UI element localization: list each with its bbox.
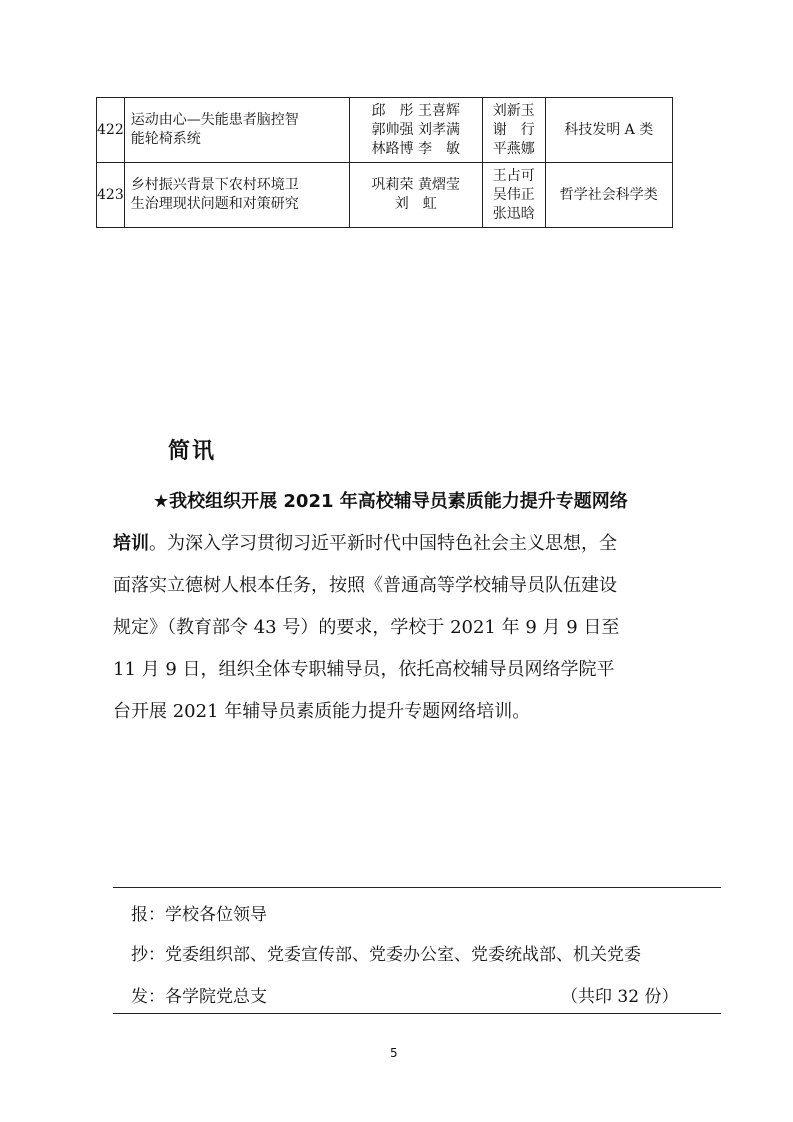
author-line: 林路博 李 敏 [371, 140, 460, 157]
project-category: 哲学社会科学类 [545, 163, 672, 228]
news-headline: ★我校组织开展 2021 年高校辅导员素质能力提升专题网络 [153, 491, 628, 512]
news-body-text: 。为深入学习贯彻习近平新时代中国特色社会主义思想，全 [149, 533, 617, 554]
news-line [113, 523, 688, 565]
news-line: 面落实立德树人根本任务，按照《普通高等学校辅导员队伍建设 [113, 575, 617, 596]
advisor-line: 刘新玉 [492, 102, 535, 119]
author-line: 巩莉荣 黄熠莹 [371, 177, 460, 193]
advisor-line: 谢 行 [492, 121, 535, 138]
author-line: 邱 彤 王喜辉 [371, 102, 460, 119]
project-advisors [482, 163, 545, 228]
divider-top [113, 887, 721, 888]
title-line: 生治理现状问题和对策研究 [130, 196, 299, 212]
advisor-line: 平燕娜 [492, 140, 535, 157]
news-line: 台开展 2021 年辅导员素质能力提升专题网络培训。 [113, 701, 531, 722]
project-category: 科技发明 A 类 [545, 98, 672, 163]
title-line: 运动由心—失能患者脑控智 [130, 112, 299, 128]
project-title [124, 163, 349, 228]
copy-to-line: 抄：党委组织部、党委宣传部、党委办公室、党委统战部、机关党委 [131, 945, 641, 965]
table-row [97, 98, 673, 163]
advisor-line: 吴伟正 [492, 186, 535, 203]
news-line: 11 月 9 日，组织全体专职辅导员，依托高校辅导员网络学院平 [113, 659, 615, 680]
brief-section-title: 简讯 [168, 439, 217, 464]
author-line: 刘 虹 [394, 196, 437, 212]
project-title [124, 98, 349, 163]
title-line: 能轮椅系统 [130, 131, 201, 147]
print-copies: （共印 32 份） [561, 987, 679, 1007]
author-line: 郭帅强 刘孝满 [371, 121, 460, 138]
row-number: 423 [97, 163, 125, 228]
project-advisors [482, 98, 545, 163]
report-to-line: 报：学校各位领导 [131, 905, 267, 925]
advisor-line: 王占可 [492, 167, 535, 184]
project-authors [349, 98, 482, 163]
page-number: 5 [390, 1046, 398, 1060]
awards-table [96, 97, 673, 228]
row-number: 422 [97, 98, 125, 163]
divider-bottom [113, 1013, 721, 1014]
table-row [97, 163, 673, 228]
project-authors [349, 163, 482, 228]
title-line: 乡村振兴背景下农村环境卫 [130, 177, 299, 193]
news-headline-end: 培训 [113, 533, 149, 554]
news-article [113, 481, 688, 733]
advisor-line: 张迅晗 [492, 205, 535, 222]
news-line: 规定》（教育部令 43 号）的要求，学校于 2021 年 9 月 9 日至 [113, 617, 620, 638]
send-to-line: 发：各学院党总支 [131, 987, 267, 1007]
